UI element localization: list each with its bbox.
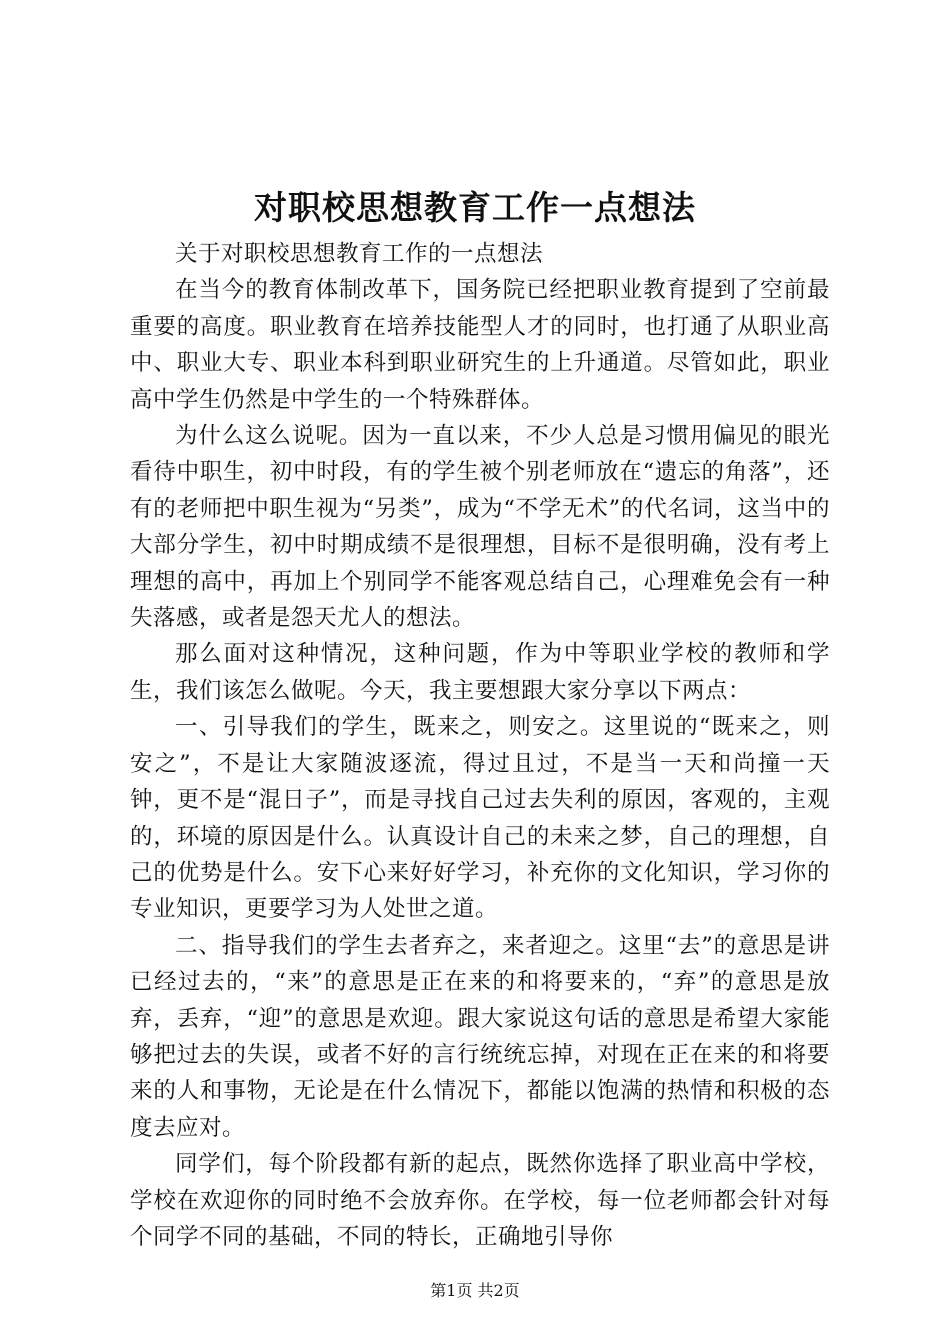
document-body	[130, 236, 830, 1255]
paragraph: 一、引导我们的学生，既来之，则安之。这里说的“既来之，则安之”，不是让大家随波逐流，得过且过，不是当一天和尚撞一天钟，更不是“混日子”，而是寻找自己过去失利的原因，客观的，主观的，环境的原因是什么。认真设计自己的未来之梦，自己的理想，自己的优势是什么。安下心来好好学习，补充你的文化知识，学习你的专业知识，更要学习为人处世之道。	[130, 714, 830, 923]
paragraph: 同学们，每个阶段都有新的起点，既然你选择了职业高中学校，学校在欢迎你的同时绝不会放弃你。在学校，每一位老师都会针对每个同学不同的基础，不同的特长，正确地引导你	[130, 1151, 830, 1250]
page-number-footer: 第1页 共2页	[430, 1281, 520, 1300]
paragraph: 为什么这么说呢。因为一直以来，不少人总是习惯用偏见的眼光看待中职生，初中时段，有的学生被个别老师放在“遗忘的角落”，还有的老师把中职生视为“另类”，成为“不学无术”的代名词，这当中的大部分学生，初中时期成绩不是很理想，目标不是很明确，没有考上理想的高中，再加上个别同学不能客观总结自己，心理难免会有一种失落感，或者是怨天尤人的想法。	[130, 423, 830, 632]
paragraph-subtitle: 关于对职校思想教育工作的一点想法	[175, 241, 544, 267]
paragraph: 在当今的教育体制改革下，国务院已经把职业教育提到了空前最重要的高度。职业教育在培养技能型人才的同时，也打通了从职业高中、职业大专、职业本科到职业研究生的上升通道。尽管如此，职业高中学生仍然是中学生的一个特殊群体。	[130, 277, 830, 413]
paragraph: 那么面对这种情况，这种问题，作为中等职业学校的教师和学生，我们该怎么做呢。今天，我主要想跟大家分享以下两点：	[130, 641, 830, 704]
document-title: 对职校思想教育工作一点想法	[254, 188, 696, 227]
paragraph: 二、指导我们的学生去者弃之，来者迎之。这里“去”的意思是讲已经过去的，“来”的意思是正在来的和将要来的，“弃”的意思是放弃，丢弃，“迎”的意思是欢迎。跟大家说这句话的意思是希望大家能够把过去的失误，或者不好的言行统统忘掉，对现在正在来的和将要来的人和事物，无论是在什么情况下，都能以饱满的热情和积极的态度去应对。	[130, 932, 830, 1141]
